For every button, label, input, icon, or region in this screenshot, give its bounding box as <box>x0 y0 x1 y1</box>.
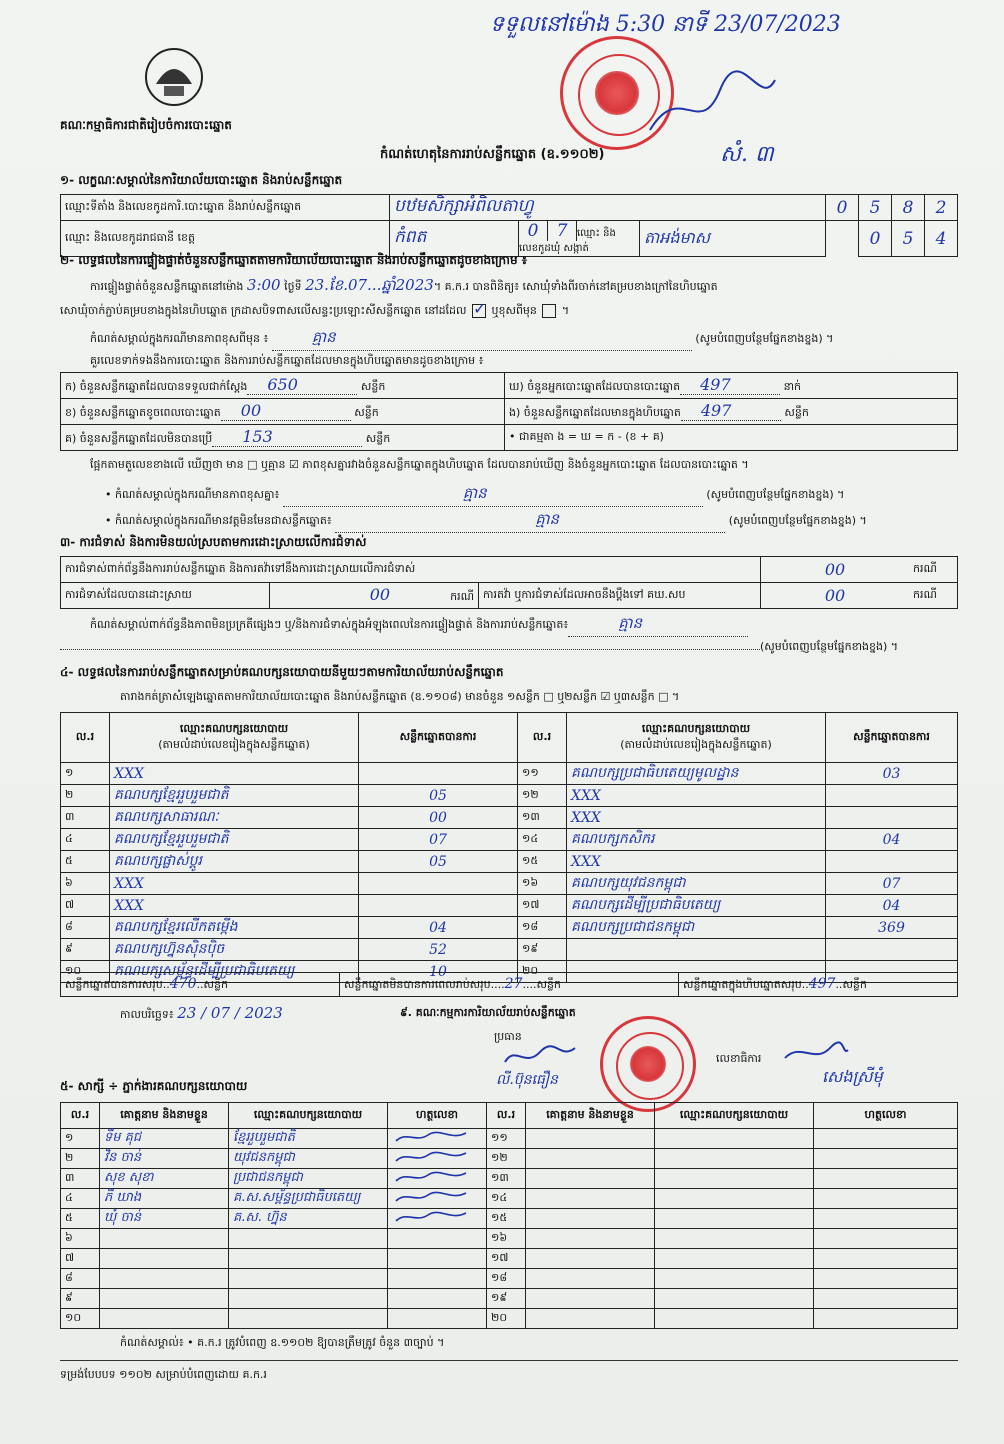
party-votes: 05 <box>359 851 518 873</box>
party-name: XXX <box>567 851 826 873</box>
remark3-line: • កំណត់សម្គាល់ក្នុងករណីមានវត្តមិនមែនជាសន្លឹកឆ្នោត៖ គ្មាន (សូមបំពេញបន្ថែមផ្នែកខាងខ្នង) ។ <box>105 510 960 533</box>
witness-no: ១៥ <box>487 1209 526 1229</box>
witness-party <box>655 1229 814 1249</box>
signature-mark <box>392 1169 472 1185</box>
witness-no: ៥ <box>61 1209 100 1229</box>
official-stamp-bottom <box>600 1016 696 1112</box>
received-ballots: 650 <box>267 375 298 394</box>
witness-party <box>655 1169 814 1189</box>
witness-no: ១០ <box>61 1309 100 1329</box>
witness-signature <box>814 1189 958 1209</box>
check-date: 23.ខែ.07...ឆ្នាំ2023 <box>305 276 434 294</box>
footnote: កំណត់សម្គាល់៖ • គ.ក.រ ត្រូវបំពេញ ឧ.១១០២ ឱ្យបានត្រឹមត្រូវ ចំនួន ៣ច្បាប់ ។ <box>120 1336 445 1349</box>
location-code-digit: 8 <box>892 195 925 221</box>
party-name: គណបក្សខ្មែររួបរួមជាតិ <box>110 785 359 807</box>
party-name: គណបក្សយុវជនកម្ពុជា <box>567 873 826 895</box>
section3-hint-line: (សូមបំពេញបន្ថែមផ្នែកខាងខ្នង) ។ <box>60 640 960 656</box>
party-no: ២ <box>61 785 110 807</box>
col-party: ឈ្មោះគណបក្សនយោបាយ <box>179 721 289 735</box>
check-time: 3:00 <box>246 276 281 294</box>
party-no: ៤ <box>61 829 110 851</box>
witness-table: ល.រ គោត្តនាម និងនាមខ្លួន ឈ្មោះគណបក្សនយោបាយ ហត្ថលេខា ល.រ គោត្តនាម និងនាមខ្លួន ឈ្មោះគណបក្សនយោបាយ ហត្ថលេខា ១ ទឹម គុជ ខ្មែររួបរួមជាតិ ១១ ២ វិន ចាន់ យុវជនកម្ពុជា ១២ ៣ សុខ សុខា ប្រជាជនកម្ពុជា ១៣ ៤ ភី ឃាង គ.ស.សម្ព័ន្ធប្រជាធិបតេយ្យ ១៤ ៥ ឃុំ ចាន់ គ.ស. ហ្វ៊ុន ១៥ ៦ ១៦ ៧ ១៧ ៨ ១៨ ៩ ១៩ ១០ ២០ <box>60 1102 958 1329</box>
signature-mark <box>392 1209 472 1225</box>
witness-name <box>526 1229 655 1249</box>
party-votes: 04 <box>826 829 958 851</box>
party-no: ៣ <box>61 807 110 829</box>
col-no: ល.រ <box>61 713 110 763</box>
witness-signature <box>388 1229 487 1249</box>
party-votes: 10 <box>359 961 518 983</box>
party-name: គណបក្សប្រជាជនកម្ពុជា <box>567 917 826 939</box>
witness-party <box>655 1189 814 1209</box>
totals-table: សន្លឹកឆ្នោតបានការសរុប..470..សន្លឹក សន្លឹកឆ្នោតមិនបានការពេលរាប់សរុប....27....សន្លឹក សន្លឹកឆ្នោតក្នុងហិបឆ្នោតសរុប..497..សន្លឹក <box>60 972 958 997</box>
witness-signature <box>814 1169 958 1189</box>
section3-remark: កំណត់សម្គាល់ពាក់ព័ន្ធនឹងភាពមិនប្រក្រតីផ្សេងៗ ឬ/និងការជំទាស់ក្នុងអំឡុងពេលនៃការផ្ទៀងផ្ទាត់ និងការរាប់សន្លឹកឆ្នោត៖ គ្មាន <box>90 614 960 637</box>
chair-name: លី.ប៊ុនធឿន <box>496 1072 558 1088</box>
witness-name <box>526 1249 655 1269</box>
party-votes <box>359 873 518 895</box>
resolved-label: ការជំទាស់ដែលបានដោះស្រាយ <box>61 583 270 609</box>
witness-no: ១ <box>61 1129 100 1149</box>
total-invalid: 27 <box>504 975 523 992</box>
section4-intro: តារាងកត់ត្រាសំឡេងឆ្នោតតាមការិយាល័យបោះឆ្នោត និងរាប់សន្លឹកឆ្នោត (ឧ.១១០៨) មានចំនួន ១សន្លឹក □ ឬ២សន្លឹក ☑ ឬ៣សន្លឹក □ ។ <box>120 690 680 703</box>
table-intro: គួរលេខទាក់ទងនឹងការបោះឆ្នោត និងការរាប់សន្លឹកឆ្នោតដែលមានក្នុងហិបឆ្នោតមានដូចខាងក្រោម ៖ <box>90 354 484 367</box>
party-votes: 07 <box>826 873 958 895</box>
party-no: ៥ <box>61 851 110 873</box>
counts-row: គ) ចំនួនសន្លឹកឆ្នោតដែលមិនបានប្រើ 153 សន្លឹក • ជាគម្មតា ង = ឃ = ក - (ខ + គ) <box>61 425 958 451</box>
resolved-count: 00 <box>369 585 391 604</box>
witness-party <box>655 1309 814 1329</box>
emblem-icon <box>138 44 210 110</box>
party-votes: 07 <box>359 829 518 851</box>
remark2-line: • កំណត់សម្គាល់ក្នុងករណីមានភាពខុសគ្នា៖ គ្មាន (សូមបំពេញបន្ថែមផ្នែកខាងខ្នង) ។ <box>105 484 960 507</box>
party-name: XXX <box>110 873 359 895</box>
witness-row <box>61 1229 958 1249</box>
col-votes: សន្លឹកឆ្នោតបានការ <box>359 713 518 763</box>
footer-divider <box>60 1360 958 1361</box>
witness-name <box>526 1309 655 1329</box>
result-row <box>61 873 958 895</box>
witness-signature <box>814 1229 958 1249</box>
witness-signature <box>388 1309 487 1329</box>
section1-title: ១- លក្ខណៈសម្គាល់នៃការិយាល័យបោះឆ្នោត និងរាប់សន្លឹកឆ្នោត <box>60 173 343 187</box>
witness-no: ១៤ <box>487 1189 526 1209</box>
party-no: ១៦ <box>518 873 567 895</box>
result-row <box>61 785 958 807</box>
secretary-signature <box>780 1038 850 1066</box>
unit-label: ករណី <box>909 557 958 583</box>
section5-title: ៥- សាក្សី ÷ ភ្នាក់ងារគណបក្សនយោបាយ <box>60 1079 248 1093</box>
witness-name <box>526 1149 655 1169</box>
witness-party <box>655 1289 814 1309</box>
witness-name: ទឹម គុជ <box>100 1129 229 1149</box>
party-no: ៦ <box>61 873 110 895</box>
witness-party <box>229 1309 388 1329</box>
witness-signature <box>814 1209 958 1229</box>
commune-code-digit: 4 <box>925 221 958 257</box>
province-value: កំពត <box>390 221 519 257</box>
location-label: ឈ្មោះទីតាំង និងលេខកូដការិ.បោះឆ្នោត និងរាប់សន្លឹកឆ្នោត <box>61 195 390 221</box>
result-row <box>61 917 958 939</box>
col-votes: សន្លឹកឆ្នោតបានការ <box>826 713 958 763</box>
witness-signature <box>388 1169 487 1189</box>
changed-checkbox[interactable] <box>542 304 556 318</box>
party-name: XXX <box>567 785 826 807</box>
witness-name <box>100 1309 229 1329</box>
secretary-label: លេខាធិការ <box>716 1052 762 1065</box>
ballots-in-box: 497 <box>700 401 732 420</box>
margin-note: សំ. ៣ <box>720 142 774 167</box>
party-votes: 369 <box>826 917 958 939</box>
witness-no: ១៦ <box>487 1229 526 1249</box>
witness-no: ៣ <box>61 1169 100 1189</box>
party-votes <box>826 939 958 961</box>
party-no: ១២ <box>518 785 567 807</box>
doc-title: កំណត់ហេតុនៃការរាប់សន្លឹកឆ្នោត (ឧ.១១០២) <box>380 147 605 162</box>
objections-table: ការជំទាស់ពាក់ព័ន្ធនឹងការរាប់សន្លឹកឆ្នោត និងការតវ៉ាទៅនឹងការដោះស្រាយលើការជំទាស់ 00 ករណី ការជំទាស់ដែលបានដោះស្រាយ 00 ករណី ការតវ៉ា ឬការជំទាស់ដែលអាចនឹងប្ដឹងទៅ គឃ.សប 00 ករណី <box>60 556 958 609</box>
witness-party: គ.ស. ហ្វ៊ុន <box>229 1209 388 1229</box>
witness-signature <box>388 1289 487 1309</box>
witness-name <box>526 1129 655 1149</box>
witness-row <box>61 1149 958 1169</box>
witness-signature <box>388 1129 487 1149</box>
result-row <box>61 895 958 917</box>
witness-signature <box>814 1249 958 1269</box>
voters-count: 497 <box>700 375 731 394</box>
col-party: ឈ្មោះគណបក្សនយោបាយ <box>641 721 751 735</box>
result-row <box>61 763 958 785</box>
witness-no: ៧ <box>61 1249 100 1269</box>
section4-title: ៤- លទ្ធផលនៃការរាប់សន្លឹកឆ្នោតសម្រាប់គណបក្សនយោបាយនីមួយៗតាមការិយាល័យរាប់សន្លឹកឆ្នោត <box>60 665 504 679</box>
chair-signature <box>500 1040 580 1070</box>
commune-label: ឈ្មោះ និងលេខកូដឃុំ សង្កាត់ <box>519 228 616 254</box>
province-label: ឈ្មោះ និងលេខកូដរាជធានី ខេត្ត <box>61 221 390 257</box>
remark1-line: កំណត់សម្គាល់ក្នុងករណីមានភាពខុសពីមុន ៖ គ្មាន (សូមបំពេញបន្ថែមផ្នែកខាងខ្នង) ។ <box>90 328 960 351</box>
location-value: បឋមសិក្សាអំពិលតាហ្វូ <box>390 195 826 221</box>
col-no: ល.រ <box>518 713 567 763</box>
witness-signature <box>814 1129 958 1149</box>
objection-count: 00 <box>761 557 910 583</box>
result-row <box>61 851 958 873</box>
spoiled-ballots: 00 <box>240 401 262 420</box>
party-no: ១៤ <box>518 829 567 851</box>
witness-row <box>61 1189 958 1209</box>
party-no: ៧ <box>61 895 110 917</box>
party-no: ១៩ <box>518 939 567 961</box>
party-name: គណបក្សកសិករ <box>567 829 826 851</box>
witness-name: ភី ឃាង <box>100 1189 229 1209</box>
objection-label: ការជំទាស់ពាក់ព័ន្ធនឹងការរាប់សន្លឹកឆ្នោត និងការតវ៉ាទៅនឹងការដោះស្រាយលើការជំទាស់ <box>61 557 761 583</box>
witness-no: ១៣ <box>487 1169 526 1189</box>
unused-ballots: 153 <box>242 427 273 446</box>
committee-label: ៩. គណៈកម្មការការិយាល័យរាប់សន្លឹកឆ្នោត <box>400 1006 576 1019</box>
location-code-digit: 5 <box>859 195 892 221</box>
witness-party <box>229 1229 388 1249</box>
witness-name <box>526 1189 655 1209</box>
province-code-digit: 7 <box>548 221 577 241</box>
results-table: ល.រ ឈ្មោះគណបក្សនយោបាយ (តាមលំដាប់លេខរៀងក្នុងសន្លឹកឆ្នោត) សន្លឹកឆ្នោតបានការ ល.រ ឈ្មោះគណបក្សនយោបាយ (តាមលំដាប់លេខរៀងក្នុងសន្លឹកឆ្នោត) សន្លឹកឆ្នោតបានការ ១ XXX ១១ គណបក្សប្រជាធិបតេយ្យមូលដ្ឋាន 03 ២ គណបក្សខ្មែររួបរួមជាតិ 05 ១២ XXX ៣ គណបក្សសាធារណៈ 00 ១៣ XXX ៤ គណបក្សខ្មែររួបរួមជាតិ 07 ១៤ គណបក្សកសិករ 04 ៥ គណបក្សផ្លាស់ប្ដូរ 05 ១៥ XXX ៦ XXX ១៦ គណបក្សយុវជនកម្ពុជា 07 ៧ XXX ១៧ គណបក្សដើម្បីប្រជាធិបតេយ្យ 04 ៨ គណបក្សខ្មែរលើកតម្កើង 04 ១៨ គណបក្សប្រជាជនកម្ពុជា 369 ៩ គណបក្សហ្វ៊ុនស៊ិនប៉ិច 52 ១៩ ១០ គណបក្សសម្ព័ន្ធដើម្បីប្រជាធិបតេយ្យ 10 ២០ <box>60 712 958 983</box>
party-votes: 04 <box>359 917 518 939</box>
section3-title: ៣- ការជំទាស់ និងការមិនយល់ស្របតាមការដោះស្រាយលើការជំទាស់ <box>60 535 367 549</box>
signature-mark <box>392 1129 472 1145</box>
party-name: XXX <box>567 807 826 829</box>
party-votes <box>359 895 518 917</box>
party-name: គណបក្សហ្វ៊ុនស៊ិនប៉ិច <box>110 939 359 961</box>
witness-party <box>655 1209 814 1229</box>
witness-no: ៨ <box>61 1269 100 1289</box>
party-votes: 52 <box>359 939 518 961</box>
party-no: ១១ <box>518 763 567 785</box>
form-id: ទម្រង់បែបបទ ១១០២ សម្រាប់បំពេញដោយ គ.ក.រ <box>60 1368 267 1381</box>
signature-mark <box>392 1149 472 1165</box>
party-name: XXX <box>110 763 359 785</box>
party-name: គណបក្សដើម្បីប្រជាធិបតេយ្យ <box>567 895 826 917</box>
witness-name <box>526 1169 655 1189</box>
party-no: ១៨ <box>518 917 567 939</box>
witness-name: សុខ សុខា <box>100 1169 229 1189</box>
witness-name <box>100 1289 229 1309</box>
witness-no: ២ <box>61 1149 100 1169</box>
section2-intro: ការផ្ទៀងផ្ទាត់ចំនួនសន្លឹកឆ្នោតនៅម៉ោង 3:00 ថ្ងៃទី 23.ខែ.07...ឆ្នាំ2023។ គ.ក.រ បានពិនិត្យ៖ សោឃុំទាំងពីរចាក់នៅគម្របខាងក្រៅនៃហិបឆ្នោត <box>90 276 718 294</box>
witness-signature <box>388 1149 487 1169</box>
witness-no: ១២ <box>487 1149 526 1169</box>
total-box: 497 <box>808 975 836 992</box>
party-name: គណបក្សសម្ព័ន្ធដើម្បីប្រជាធិបតេយ្យ <box>110 961 359 983</box>
witness-name <box>100 1249 229 1269</box>
witness-party <box>655 1129 814 1149</box>
witness-signature <box>814 1149 958 1169</box>
witness-no: ៩ <box>61 1289 100 1309</box>
witness-signature <box>388 1249 487 1269</box>
witness-name <box>526 1269 655 1289</box>
org-name: គណៈកម្មាធិការជាតិរៀបចំការបោះឆ្នោត <box>60 118 232 132</box>
unit-label: ករណី <box>909 583 958 609</box>
party-name: គណបក្សខ្មែរលើកតម្កើង <box>110 917 359 939</box>
location-code-digit: 0 <box>826 195 859 221</box>
party-no: ១៧ <box>518 895 567 917</box>
section1-table <box>60 194 958 257</box>
result-row <box>61 829 958 851</box>
witness-party <box>229 1269 388 1289</box>
witness-signature <box>814 1269 958 1289</box>
location-code-digit: 2 <box>925 195 958 221</box>
witness-name <box>100 1229 229 1249</box>
witness-signature <box>388 1189 487 1209</box>
party-name: គណបក្សខ្មែររួបរួមជាតិ <box>110 829 359 851</box>
party-no: ៩ <box>61 939 110 961</box>
witness-no: ១៨ <box>487 1269 526 1289</box>
witness-row <box>61 1129 958 1149</box>
commune-code-digit: 0 <box>859 221 892 257</box>
party-votes: 04 <box>826 895 958 917</box>
appeal-label: ការតវ៉ា ឬការជំទាស់ដែលអាចនឹងប្ដឹងទៅ គឃ.សប <box>479 583 761 609</box>
witness-no: ១១ <box>487 1129 526 1149</box>
witness-row <box>61 1249 958 1269</box>
witness-party <box>229 1289 388 1309</box>
witness-name: ឃុំ ចាន់ <box>100 1209 229 1229</box>
party-no: ២០ <box>518 961 567 983</box>
witness-row <box>61 1269 958 1289</box>
commune-value: តាអង់មាស <box>640 221 826 257</box>
witness-party: យុវជនកម្ពុជា <box>229 1149 388 1169</box>
party-name: XXX <box>110 895 359 917</box>
witness-no: ១៩ <box>487 1289 526 1309</box>
witness-signature <box>814 1289 958 1309</box>
witness-name <box>526 1289 655 1309</box>
counts-row: ក) ចំនួនសន្លឹកឆ្នោតដែលបានទទួលជាក់ស្ដែង 650 សន្លឹក ឃ) ចំនួនអ្នកបោះឆ្នោតដែលបានបោះឆ្នោត 497 នាក់ <box>61 373 958 399</box>
witness-no: ៦ <box>61 1229 100 1249</box>
section3-remark-value: គ្មាន <box>618 614 643 632</box>
result-row <box>61 807 958 829</box>
counts-row: ខ) ចំនួនសន្លឹកឆ្នោតខូចពេលបោះឆ្នោត 00 សន្លឹក ង) ចំនួនសន្លឹកឆ្នោតដែលមានក្នុងហិបឆ្នោត 497 សន្លឹក <box>61 399 958 425</box>
party-votes: 00 <box>359 807 518 829</box>
section2-line2: សោឃុំចាក់ភ្ជាប់គម្របខាងក្នុងនៃហិបឆ្នោត ក្រដាសបិទពាសលើសន្ទះប្រឡោះសីសន្លឹកឆ្នោត នៅដដែល ✓ ឬខុសពីមុន ។ <box>60 304 569 320</box>
signature-mark <box>392 1189 472 1205</box>
party-votes <box>359 763 518 785</box>
party-no: ១៥ <box>518 851 567 873</box>
party-no: ១៣ <box>518 807 567 829</box>
total-valid: 470 <box>169 975 197 992</box>
remark1-value: គ្មាន <box>311 328 336 346</box>
party-name: គណបក្សប្រជាធិបតេយ្យមូលដ្ឋាន <box>567 763 826 785</box>
witness-party <box>655 1249 814 1269</box>
unchanged-checkbox[interactable] <box>472 304 486 318</box>
party-no: ១០ <box>61 961 110 983</box>
party-no: ១ <box>61 763 110 785</box>
witness-party <box>655 1149 814 1169</box>
appeal-count: 00 <box>761 583 910 609</box>
witness-party <box>229 1249 388 1269</box>
remark2-value: គ្មាន <box>462 484 487 502</box>
witness-party: ខ្មែររួបរួមជាតិ <box>229 1129 388 1149</box>
witness-row <box>61 1169 958 1189</box>
witness-name: វិន ចាន់ <box>100 1149 229 1169</box>
witness-signature <box>388 1209 487 1229</box>
witness-party: គ.ស.សម្ព័ន្ធប្រជាធិបតេយ្យ <box>229 1189 388 1209</box>
witness-no: ៤ <box>61 1189 100 1209</box>
witness-row <box>61 1309 958 1329</box>
party-votes: 05 <box>359 785 518 807</box>
party-votes: 03 <box>826 763 958 785</box>
party-name: គណបក្សសាធារណៈ <box>110 807 359 829</box>
witness-party: ប្រជាជនកម្ពុជា <box>229 1169 388 1189</box>
received-note: ទទួលនៅម៉ោង 5:30 នាទី 23/07/2023 <box>490 12 841 37</box>
result-row <box>61 939 958 961</box>
witness-signature <box>388 1269 487 1289</box>
party-votes <box>826 807 958 829</box>
signature-top <box>640 60 780 150</box>
party-name <box>567 939 826 961</box>
party-votes <box>826 851 958 873</box>
compare-line: ផ្អែកតាមតួលេខខាងលើ ឃើញថា មាន □ ឬគ្មាន ☑ ភាពខុសគ្នារវាងចំនួនសន្លឹកឆ្នោតក្នុងហិបឆ្នោត ដែលបានរាប់ឃើញ និងចំនួនអ្នកបោះឆ្នោត ដែលបានបោះឆ្នោត ។ <box>90 458 749 471</box>
chair-label: ប្រធាន <box>494 1030 522 1043</box>
witness-no: ១៧ <box>487 1249 526 1269</box>
remark3-value: គ្មាន <box>535 510 560 528</box>
witness-name <box>100 1269 229 1289</box>
count-date: 23 / 07 / 2023 <box>177 1004 283 1022</box>
counts-table <box>60 372 958 451</box>
party-no: ៨ <box>61 917 110 939</box>
formula-note: • ជាគម្មតា ង = ឃ = ក - (ខ + គ) <box>505 425 958 451</box>
party-votes <box>826 785 958 807</box>
section2-title: ២- លទ្ធផលនៃការផ្ទៀងផ្ទាត់ចំនួនសន្លឹកឆ្នោតតាមការិយាល័យបោះឆ្នោត និងរាប់សន្លឹកឆ្នោតដូចខាងក្រោម ៖ <box>60 253 528 267</box>
witness-name <box>526 1209 655 1229</box>
witness-party <box>655 1269 814 1289</box>
province-code-digit: 0 <box>519 221 548 241</box>
secretary-name: សេងស្រីមុំ <box>822 1067 883 1086</box>
date-line: កាលបរិច្ឆេទ៖ 23 / 07 / 2023 <box>120 1004 283 1022</box>
party-name: គណបក្សផ្លាស់ប្ដូរ <box>110 851 359 873</box>
commune-code-digit: 5 <box>892 221 925 257</box>
witness-row <box>61 1289 958 1309</box>
witness-row <box>61 1209 958 1229</box>
witness-no: ២០ <box>487 1309 526 1329</box>
witness-signature <box>814 1309 958 1329</box>
